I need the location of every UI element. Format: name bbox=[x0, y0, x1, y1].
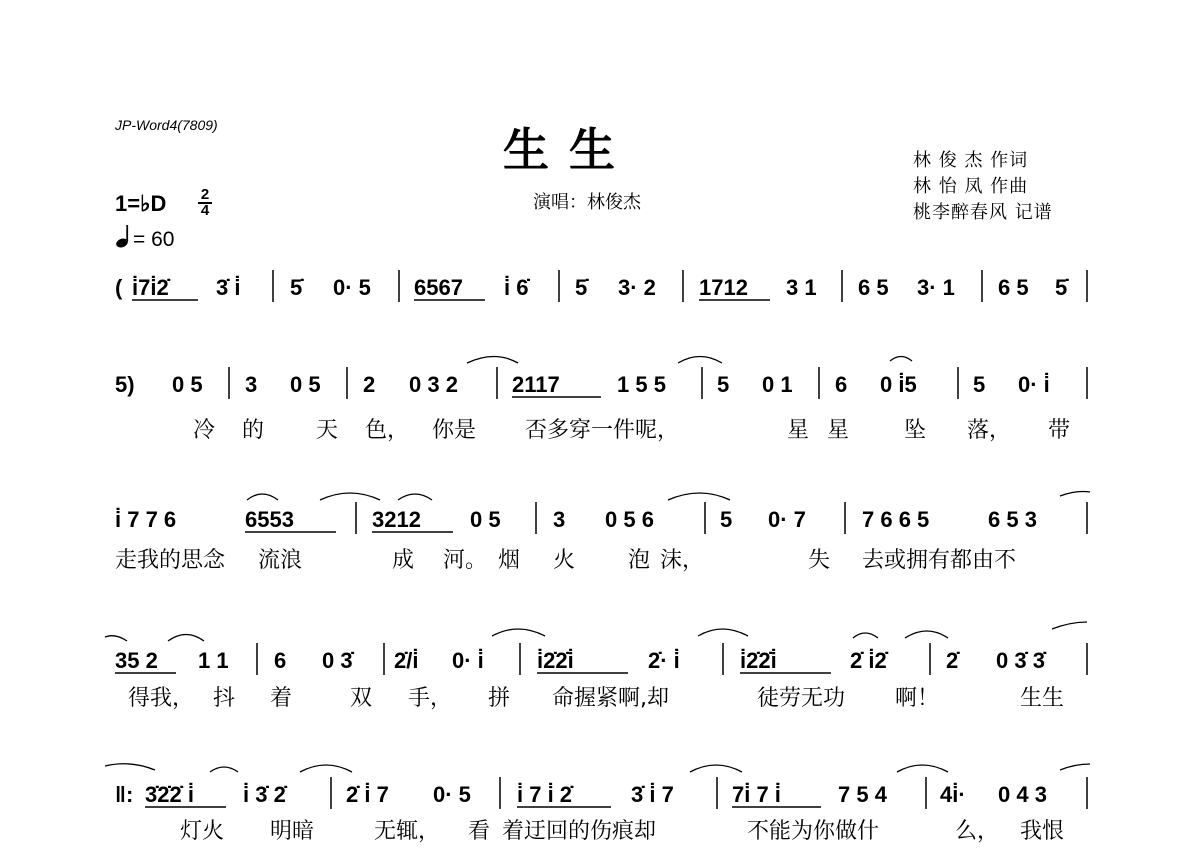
lyric: 生生 bbox=[1020, 686, 1065, 711]
lyric: 得我， bbox=[128, 686, 195, 711]
music-token: i̇2̇2̇i̇ bbox=[537, 648, 574, 673]
slur bbox=[467, 357, 518, 364]
music-token: 7 6 6 5 bbox=[862, 507, 930, 532]
music-token: 2̇· i̇ bbox=[648, 648, 680, 673]
music-token: 2̇ i̇2̇ bbox=[850, 648, 887, 673]
music-token: 3̇ i̇ bbox=[216, 275, 241, 300]
lyric: 命握紧啊,却 bbox=[552, 686, 669, 711]
slur bbox=[1060, 492, 1090, 497]
lyric: 河。 bbox=[443, 548, 488, 573]
system-1 bbox=[115, 270, 1087, 302]
music-token: 2̇ bbox=[946, 648, 959, 673]
slur bbox=[668, 493, 730, 500]
music-token: i̇ 3̇ 2̇ bbox=[243, 782, 286, 807]
lyric: 色， bbox=[365, 418, 410, 443]
music-token: 4i̇· bbox=[940, 782, 966, 807]
lyric: 泡 bbox=[628, 548, 651, 573]
music-token: 6553 bbox=[245, 507, 294, 532]
slur bbox=[320, 493, 380, 500]
music-token: i̇ 7 7 6 bbox=[115, 507, 177, 532]
music-token: 0 i̇5 bbox=[880, 372, 917, 397]
slur bbox=[398, 494, 432, 500]
slur bbox=[492, 629, 545, 636]
slur bbox=[247, 494, 278, 500]
lyric: 沫， bbox=[660, 548, 705, 573]
lyric: 火 bbox=[553, 548, 576, 573]
lyric: 走我的思念 bbox=[115, 548, 226, 573]
music-token: 0 5 bbox=[172, 372, 203, 397]
lyric: 天 bbox=[316, 418, 339, 443]
slur bbox=[105, 636, 127, 641]
slur bbox=[853, 633, 878, 638]
lyric: 流浪 bbox=[258, 548, 303, 573]
lyric: 灯火 bbox=[180, 819, 225, 844]
music-token: 0· 5 bbox=[333, 275, 371, 300]
slur bbox=[690, 765, 742, 772]
lyric: 星 bbox=[827, 418, 850, 443]
music-token: 5̇ bbox=[1055, 275, 1068, 300]
music-token: 7i̇ 7 i̇ bbox=[732, 782, 781, 807]
slur bbox=[105, 764, 155, 770]
slur bbox=[168, 635, 204, 642]
lyric: 去或拥有都由不 bbox=[862, 548, 1017, 573]
lyric: 坠 bbox=[904, 418, 927, 443]
lyric: 着 bbox=[270, 686, 293, 711]
music-token: 6 5 bbox=[858, 275, 889, 300]
lyric: 看 bbox=[468, 819, 491, 844]
slur bbox=[905, 631, 948, 638]
system-3 bbox=[115, 492, 1090, 574]
music-token: 5 bbox=[973, 372, 986, 397]
music-token: 5) bbox=[115, 372, 135, 397]
music-token: 0 4 3 bbox=[998, 782, 1047, 807]
music-token: 6567 bbox=[414, 275, 463, 300]
lyric: 明暗 bbox=[270, 819, 315, 844]
music-token: 6 bbox=[835, 372, 848, 397]
music-token: 0 3̇ 3̇ bbox=[996, 648, 1045, 673]
lyric: 着迂回的伤痕却 bbox=[502, 819, 657, 844]
lyric: 冷 bbox=[193, 418, 216, 443]
key-signature: 1=♭D bbox=[115, 191, 167, 216]
slur bbox=[698, 629, 748, 636]
music-token: i̇ 6̇ bbox=[504, 275, 529, 300]
music-token: 0 3̇ bbox=[322, 648, 353, 673]
music-token: 6 5 3 bbox=[988, 507, 1037, 532]
slur bbox=[210, 767, 238, 772]
lyric: 我恨 bbox=[1020, 819, 1065, 844]
music-token: i̇ 7 i̇ 2̇ bbox=[517, 782, 573, 807]
music-token: 1 5 5 bbox=[617, 372, 666, 397]
lyric: 你是 bbox=[432, 418, 477, 443]
music-token: 3 1 bbox=[786, 275, 817, 300]
music-token: 0 3 2 bbox=[409, 372, 458, 397]
system-4 bbox=[105, 622, 1087, 711]
system-5 bbox=[105, 764, 1090, 844]
music-token: 0 5 bbox=[290, 372, 321, 397]
song-title: 生 生 bbox=[503, 123, 618, 177]
lyric: 无辄， bbox=[374, 819, 441, 844]
music-token: 0 5 6 bbox=[605, 507, 654, 532]
transcriber-credit: 桃李醉春风 记谱 bbox=[913, 202, 1053, 223]
lyric: 手， bbox=[408, 686, 453, 711]
music-token: 6 5 bbox=[998, 275, 1029, 300]
music-token: 3· 2 bbox=[618, 275, 656, 300]
lyric: 否多穿一件呢， bbox=[525, 418, 680, 443]
music-token: 5 bbox=[717, 372, 730, 397]
music-token: 2̇ i̇ 7 bbox=[346, 782, 389, 807]
lyric: 么， bbox=[955, 819, 1000, 844]
music-token: 0· i̇ bbox=[1018, 372, 1050, 397]
music-token: 0 1 bbox=[762, 372, 793, 397]
music-token: 5̇ bbox=[290, 275, 303, 300]
music-token: 2117 bbox=[512, 372, 560, 397]
music-token: 1712 bbox=[699, 275, 748, 300]
music-token: i̇7i̇2̇ bbox=[132, 275, 169, 300]
lyric: 抖 bbox=[213, 686, 236, 711]
lyric: 落， bbox=[967, 418, 1012, 443]
lyric: 带 bbox=[1048, 418, 1071, 443]
music-token: 6 bbox=[274, 648, 287, 673]
repeat-start-sign: ‖: bbox=[115, 782, 134, 807]
slur bbox=[300, 765, 352, 772]
lyric: 拼 bbox=[488, 686, 511, 711]
time-signature-bottom: 4 bbox=[200, 202, 210, 219]
singer-credit: 演唱：林俊杰 bbox=[533, 192, 641, 213]
music-token: 35 2 bbox=[115, 648, 158, 673]
lyricist-credit: 林 俊 杰 作词 bbox=[913, 150, 1029, 171]
music-token: i̇2̇2̇i̇ bbox=[740, 648, 777, 673]
lyric: 啊！ bbox=[895, 686, 940, 711]
music-token: 5 bbox=[720, 507, 733, 532]
music-token: ( bbox=[115, 275, 123, 300]
slur bbox=[678, 357, 722, 364]
time-signature-top: 2 bbox=[200, 186, 210, 203]
lyric: 的 bbox=[242, 418, 265, 443]
music-token: 3̇2̇2̇ i̇ bbox=[145, 782, 194, 807]
system-2 bbox=[115, 357, 1087, 444]
software-version: JP-Word4(7809) bbox=[115, 117, 218, 133]
slur bbox=[1060, 764, 1090, 770]
music-token: 2̇/i̇ bbox=[394, 648, 419, 673]
lyric: 烟 bbox=[498, 548, 521, 573]
tempo-value: = 60 bbox=[133, 228, 175, 251]
music-token: 7 5 4 bbox=[838, 782, 887, 807]
music-token: 2 bbox=[363, 372, 376, 397]
lyric: 双 bbox=[350, 686, 373, 711]
music-token: 3 bbox=[553, 507, 566, 532]
lyric: 不能为你做什 bbox=[747, 819, 880, 844]
music-token: 0 5 bbox=[470, 507, 501, 532]
music-token: 0· i̇ bbox=[452, 648, 484, 673]
lyric: 徒劳无功 bbox=[757, 686, 846, 711]
music-token: 1 1 bbox=[198, 648, 229, 673]
music-token: 5̇ bbox=[575, 275, 588, 300]
lyric: 成 bbox=[392, 548, 415, 573]
slur bbox=[890, 357, 912, 362]
music-token: 0· 7 bbox=[768, 507, 806, 532]
music-token: 3212 bbox=[372, 507, 421, 532]
composer-credit: 林 怡 凤 作曲 bbox=[913, 176, 1029, 197]
slur bbox=[897, 765, 948, 772]
music-token: 0· 5 bbox=[433, 782, 471, 807]
lyric: 星 bbox=[787, 418, 810, 443]
music-token: 3̇ i̇ 7 bbox=[631, 782, 674, 807]
lyric: 失 bbox=[808, 548, 831, 573]
music-token: 3· 1 bbox=[917, 275, 955, 300]
music-token: 3 bbox=[245, 372, 258, 397]
slur bbox=[1052, 622, 1087, 629]
